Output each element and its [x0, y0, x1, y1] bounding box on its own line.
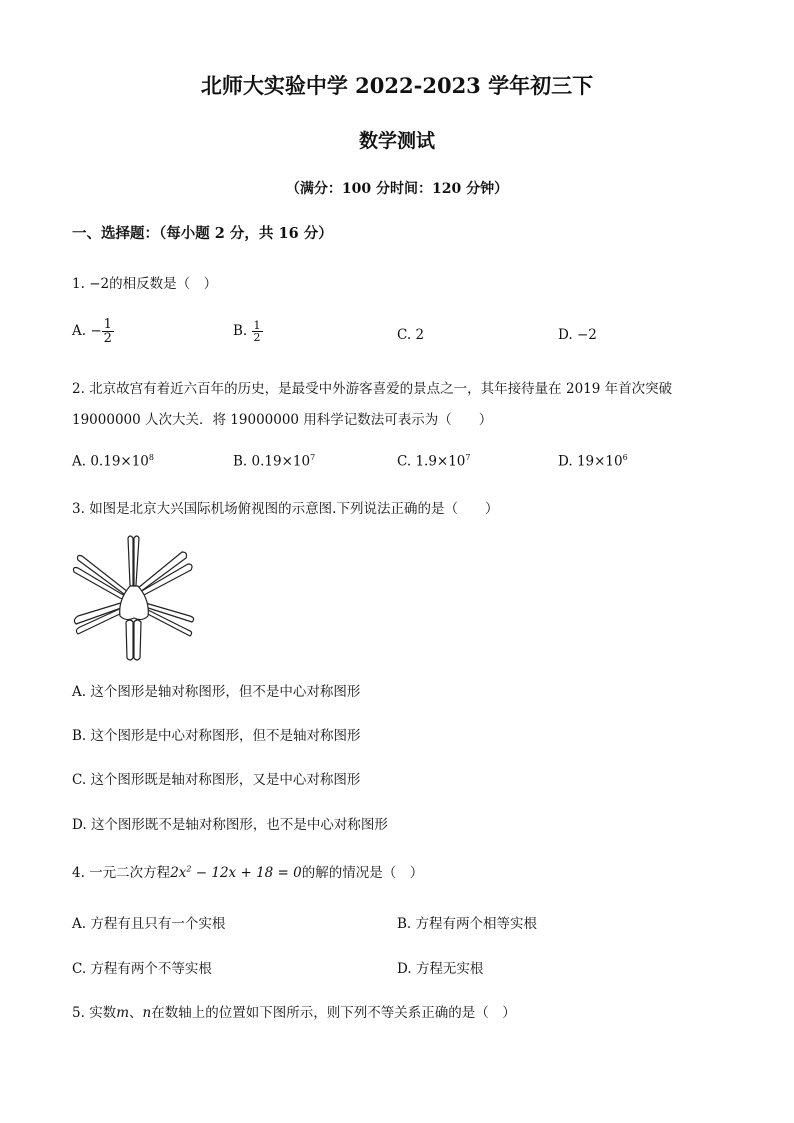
- option-label: D.: [397, 961, 412, 977]
- question-1: [72, 272, 217, 292]
- fraction: [102, 318, 114, 345]
- q2-option-b[interactable]: [233, 453, 315, 470]
- question-5: [72, 1001, 516, 1021]
- option-base: 19×10: [576, 453, 623, 470]
- exam-title: 北师大实验中学 2022-2023 学年初三下: [200, 73, 594, 98]
- question-text-post: 的解的情况是（ ）: [301, 865, 424, 881]
- question-text: 如图是北京大兴国际机场俯视图的示意图.下列说法正确的是（ ）: [89, 501, 499, 517]
- question-text-post: 在数轴上的位置如下图所示，则下列不等关系正确的是（ ）: [151, 1005, 516, 1021]
- question-4: [72, 861, 423, 881]
- option-text: 这个图形既是轴对称图形，又是中心对称图形: [90, 772, 361, 788]
- exam-subtitle: 数学测试: [358, 130, 435, 152]
- equation-exponent: 2: [186, 864, 192, 874]
- question-text-line1: 北京故宫有着近六百年的历史，是最受中外游客喜爱的景点之一，其年接待量在 2019 年首次突破: [89, 381, 673, 397]
- question-3: [72, 497, 498, 517]
- pier-bottom-b: [134, 620, 141, 660]
- pier-bottom: [126, 620, 133, 660]
- option-label: C.: [72, 961, 87, 977]
- q3-option-d[interactable]: [72, 813, 388, 833]
- q3-option-a[interactable]: [72, 680, 360, 700]
- q4-option-b[interactable]: [397, 912, 537, 932]
- option-label: C.: [397, 453, 412, 470]
- q4-option-c[interactable]: [72, 957, 212, 977]
- equation-rest: − 12x + 18 = 0: [191, 865, 302, 881]
- q3-option-b[interactable]: [72, 724, 361, 744]
- section-heading: 一、选择题：（每小题 2 分，共 16 分）: [72, 225, 333, 242]
- variable-m: m: [116, 1005, 129, 1021]
- option-text: 方程有两个相等实根: [415, 916, 538, 932]
- fraction-denominator: 2: [253, 331, 261, 344]
- option-base: 0.19×10: [251, 453, 311, 470]
- option-label: B.: [72, 728, 87, 744]
- option-text: 方程有且只有一个实根: [90, 916, 226, 932]
- q3-option-c[interactable]: [72, 768, 360, 788]
- option-label: A.: [72, 916, 87, 932]
- option-sign: −: [90, 323, 102, 339]
- option-label: B.: [233, 323, 248, 339]
- option-text: 方程无实根: [415, 961, 484, 977]
- q2-option-c[interactable]: [397, 453, 471, 470]
- option-label: B.: [397, 916, 412, 932]
- exam-meta: （满分：100 分时间：120 分钟）: [285, 181, 509, 197]
- question-2: [72, 377, 672, 397]
- question-number: 3.: [72, 501, 85, 517]
- option-text: 方程有两个不等实根: [90, 961, 212, 977]
- equation-lead: 2x: [170, 865, 187, 881]
- option-label: A.: [72, 323, 87, 339]
- option-exponent: 8: [148, 453, 154, 462]
- option-label: D.: [72, 817, 87, 833]
- option-base: 0.19×10: [90, 453, 149, 470]
- option-text: 这个图形是中心对称图形，但不是轴对称图形: [90, 728, 361, 744]
- question-number: 1.: [72, 276, 85, 292]
- option-text: 这个图形是轴对称图形，但不是中心对称图形: [90, 684, 361, 700]
- pier-top-right: [134, 536, 139, 587]
- q1-option-c[interactable]: [397, 327, 424, 343]
- question-2-line2: 19000000 人次大关．将 19000000 用科学记数法可表示为（ ）: [72, 412, 493, 428]
- q2-option-d[interactable]: [558, 453, 628, 470]
- q4-option-d[interactable]: [397, 957, 483, 977]
- question-number: 5.: [72, 1005, 85, 1021]
- question-number: 2.: [72, 381, 85, 397]
- option-label: A.: [72, 684, 87, 700]
- option-label: A.: [72, 453, 87, 470]
- option-label: C.: [72, 772, 87, 788]
- airport-figure: [70, 530, 198, 664]
- option-text: 这个图形既不是轴对称图形，也不是中心对称图形: [90, 817, 388, 833]
- q1-option-a[interactable]: [72, 318, 114, 345]
- fraction-denominator: 2: [103, 331, 112, 346]
- pier-top: [128, 536, 133, 587]
- option-exponent: 7: [465, 453, 471, 462]
- q4-option-a[interactable]: [72, 912, 225, 932]
- question-text: 的相反数是（ ）: [109, 276, 218, 292]
- option-label: D.: [558, 327, 573, 343]
- fraction-numerator: 1: [103, 317, 112, 332]
- question-number: 4.: [72, 865, 85, 881]
- q1-option-d[interactable]: [558, 327, 597, 343]
- question-text-pre: 实数: [89, 1005, 117, 1021]
- separator: 、: [129, 1005, 143, 1021]
- variable-n: n: [142, 1005, 152, 1021]
- question-text-pre: 一元二次方程: [89, 865, 171, 881]
- q1-option-b[interactable]: [233, 320, 263, 343]
- fraction-numerator: 1: [253, 319, 261, 332]
- option-label: C.: [397, 327, 412, 343]
- option-exponent: 6: [622, 453, 628, 462]
- option-value: −2: [576, 327, 597, 343]
- option-label: B.: [233, 453, 248, 470]
- option-value: 2: [415, 327, 425, 343]
- math-expression: −2: [89, 276, 110, 292]
- q2-option-a[interactable]: [72, 453, 154, 470]
- option-exponent: 7: [310, 453, 316, 462]
- fraction: [252, 320, 263, 343]
- option-label: D.: [558, 453, 573, 470]
- option-base: 1.9×10: [415, 453, 466, 470]
